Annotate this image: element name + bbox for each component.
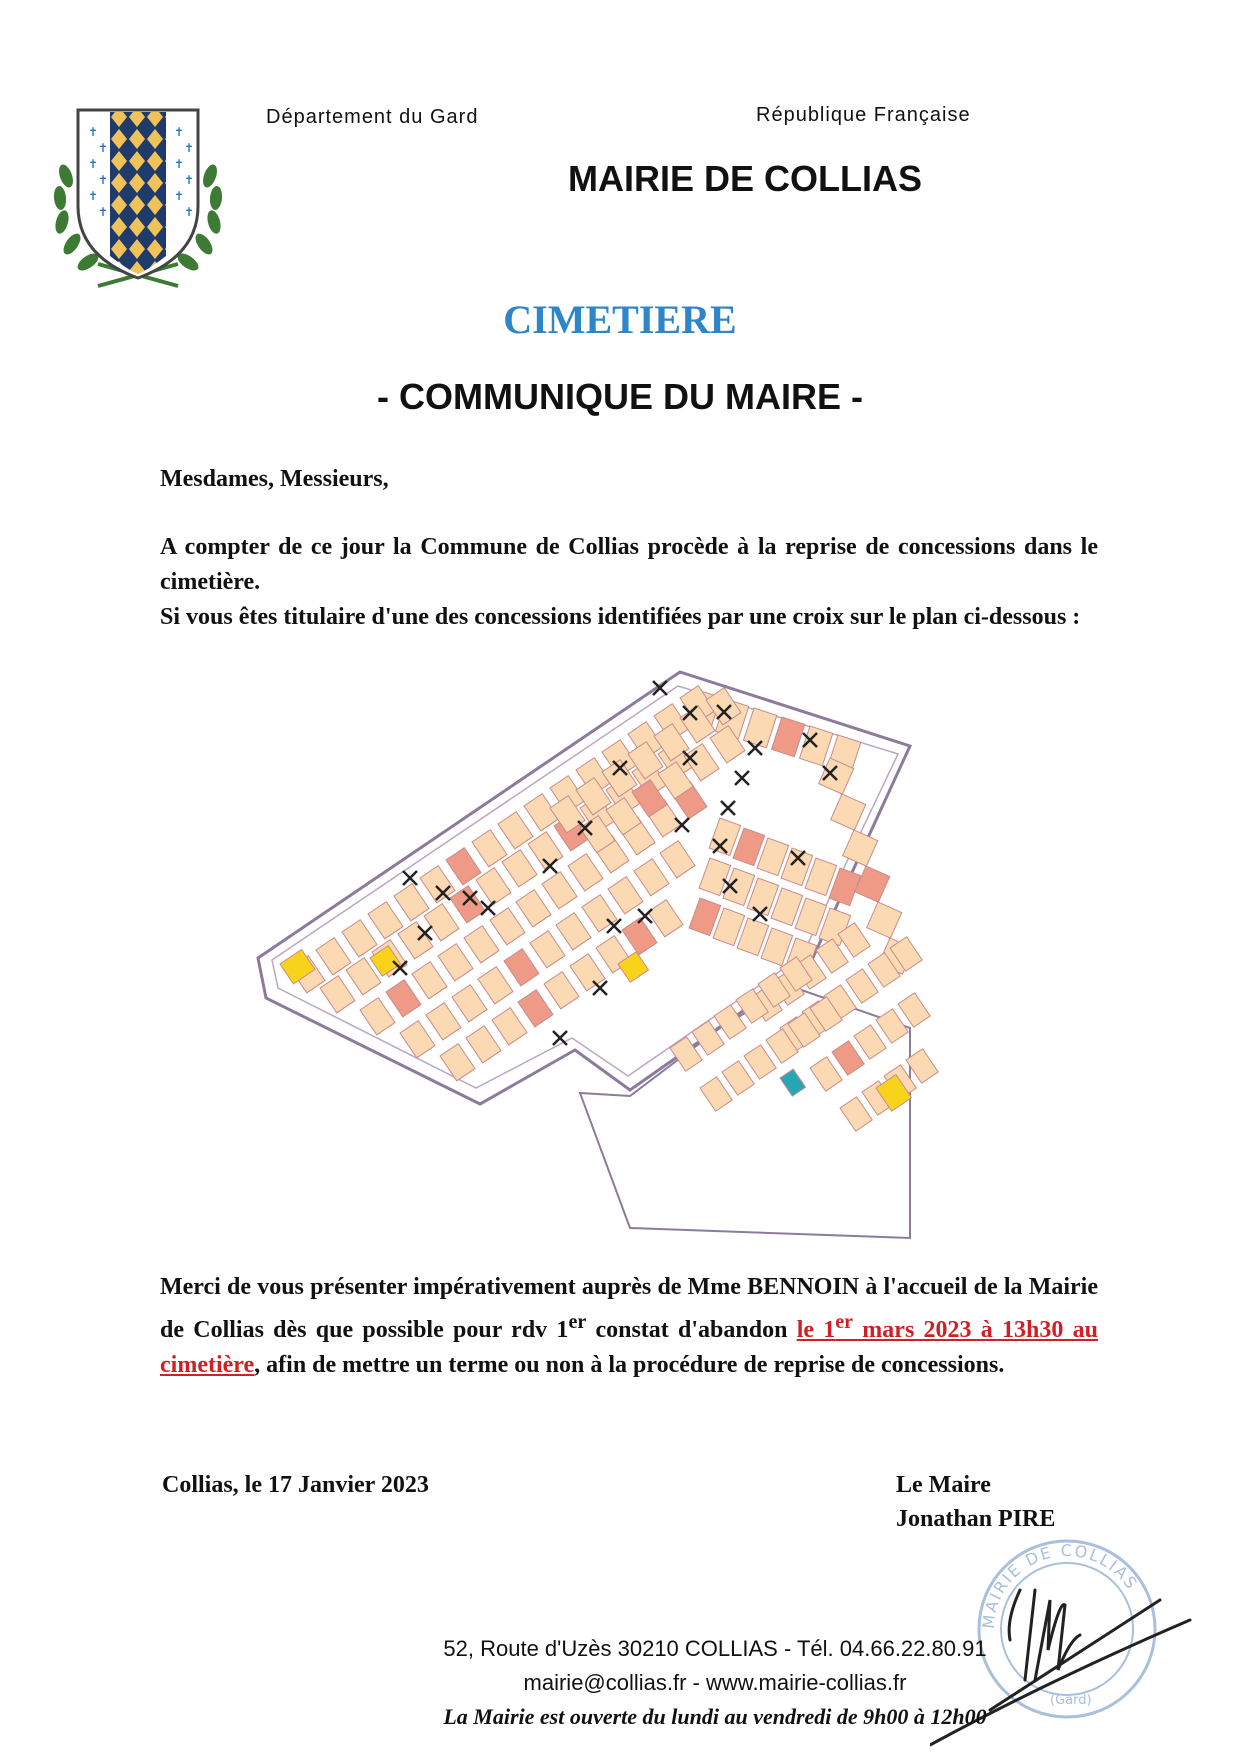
svg-text:✝: ✝ [98, 141, 109, 155]
svg-text:✝: ✝ [98, 205, 109, 219]
intro-paragraph: A compter de ce jour la Commune de Collias procède à la reprise de concessions dans le cimetière. Si vous êtes titulaire d'une des concessions identifiées par une croix sur le plan ci-dessous : [160, 534, 1098, 630]
svg-text:MAIRIE DE COLLIAS: MAIRIE DE COLLIAS [978, 1540, 1142, 1630]
department-label: Département du Gard [266, 106, 479, 128]
footer-address: 52, Route d'Uzès 30210 COLLIAS - Tél. 04.66.22.80.91 [443, 1636, 987, 1661]
svg-text:✝: ✝ [98, 173, 109, 187]
page-title: CIMETIERE [503, 297, 737, 342]
cemetery-plan-map [250, 668, 1020, 1258]
footer-contact: mairie@collias.fr - www.mairie-collias.fr [523, 1670, 907, 1695]
mairie-heading: MAIRIE DE COLLIAS [567, 158, 922, 199]
svg-text:✝: ✝ [174, 125, 185, 139]
svg-text:✝: ✝ [88, 157, 99, 171]
footer-hours: La Mairie est ouverte du lundi au vendredi de 9h00 à 12h00 [443, 1704, 987, 1729]
coat-of-arms-logo [38, 106, 238, 306]
plot [867, 902, 902, 938]
svg-text:✝: ✝ [184, 173, 195, 187]
svg-text:✝: ✝ [174, 189, 185, 203]
signatory-role: Le Maire [896, 1472, 991, 1498]
date-place: Collias, le 17 Janvier 2023 [162, 1472, 429, 1498]
svg-text:✝: ✝ [88, 125, 99, 139]
salutation: Mesdames, Messieurs, [160, 466, 389, 492]
appointment-paragraph: Merci de vous présenter impérativement auprès de Mme BENNOIN à l'accueil de la Mairie de Collias dès que possible pour rdv 1er constat d'abandon le 1er mars 2023 à 13h30 au cimetière, afin de mettre un terme ou non à la procédure de reprise de concessions. [160, 1274, 1099, 1378]
svg-text:✝: ✝ [174, 157, 185, 171]
appointment-date: le 1er mars 2023 à 13h30 au cimetière [160, 1311, 1099, 1378]
page-subtitle: - COMMUNIQUE DU MAIRE - [377, 376, 863, 417]
republic-label: République Française [756, 104, 971, 126]
svg-text:✝: ✝ [184, 141, 195, 155]
svg-text:✝: ✝ [88, 189, 99, 203]
svg-text:✝: ✝ [184, 205, 195, 219]
signatory-name: Jonathan PIRE [896, 1506, 1056, 1532]
svg-text:(Gard): (Gard) [1050, 1693, 1092, 1708]
plot [855, 866, 890, 902]
plot [846, 969, 878, 1003]
plot [898, 993, 930, 1027]
